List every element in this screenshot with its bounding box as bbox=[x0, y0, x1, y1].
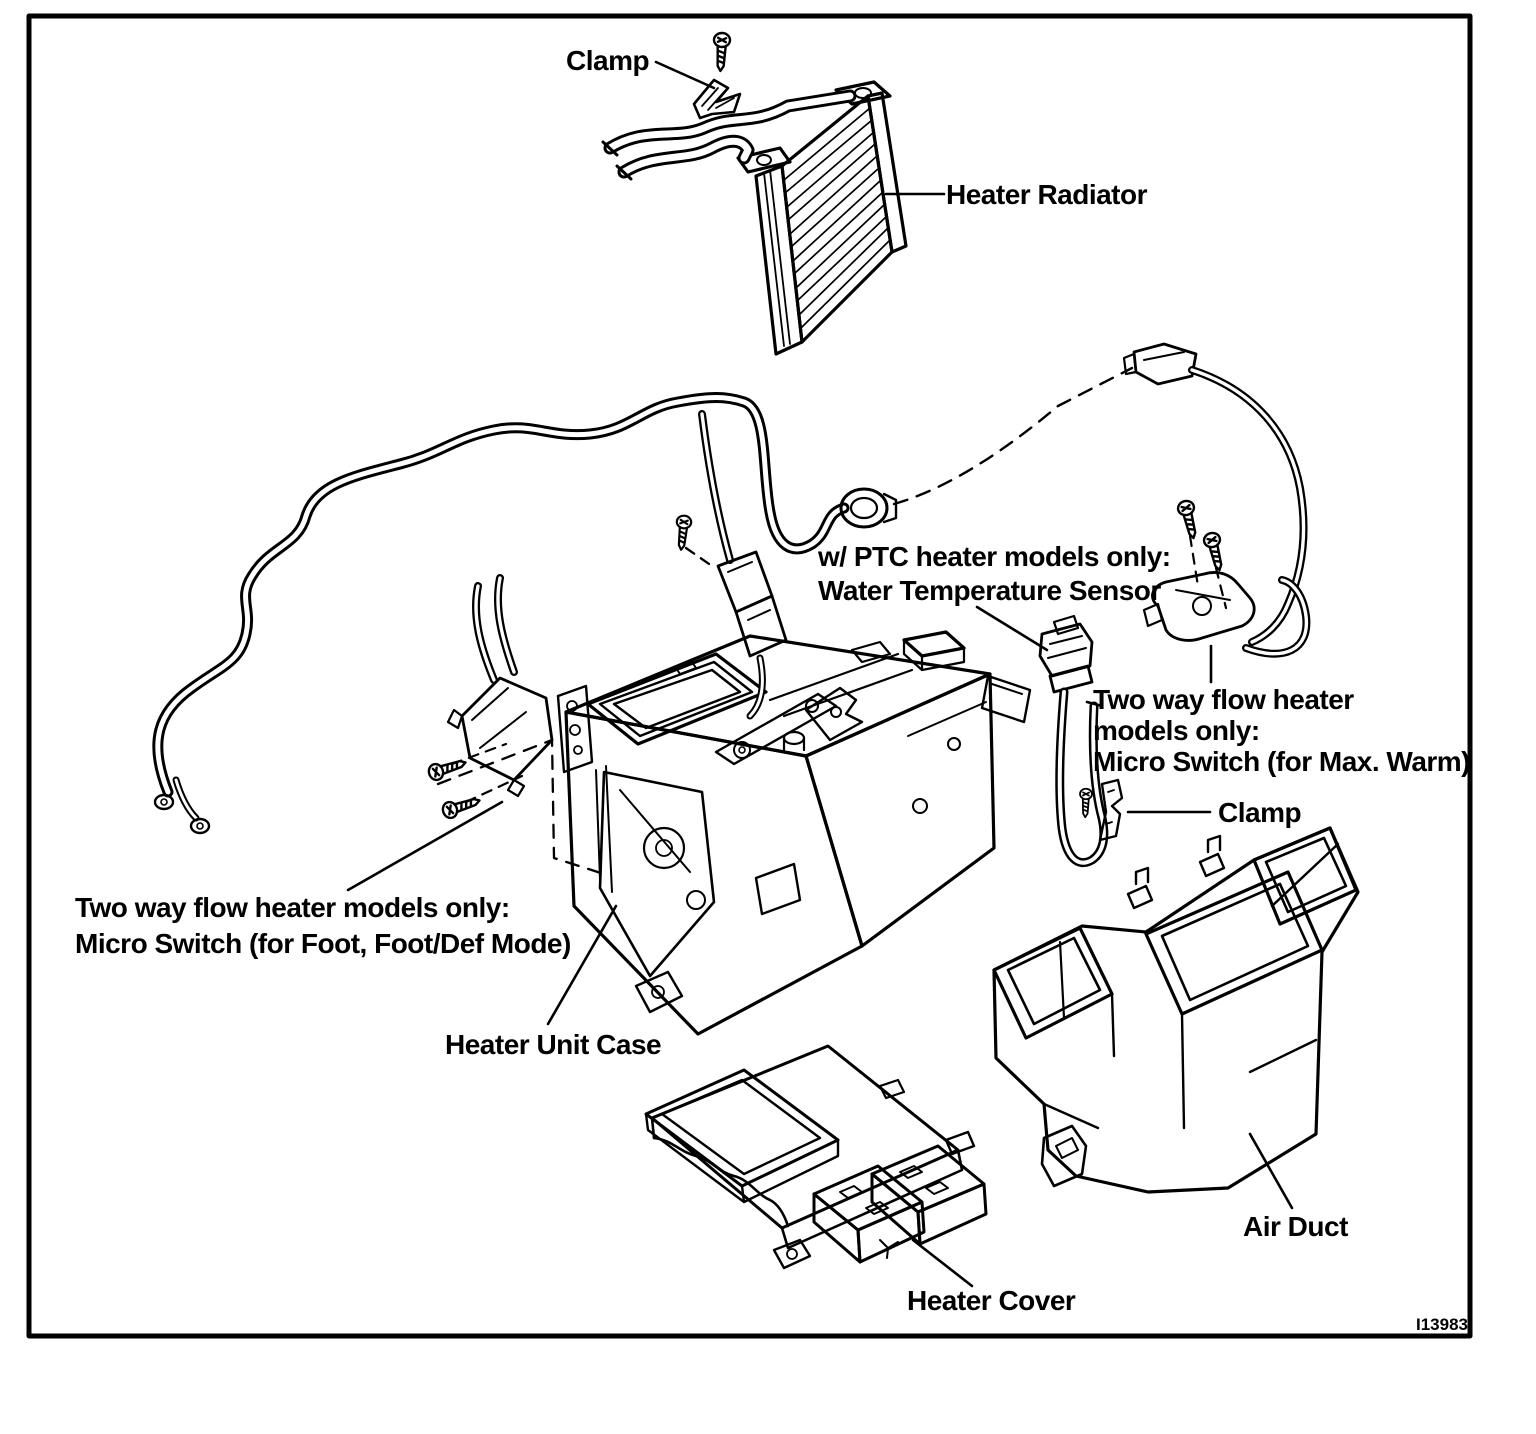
figure-code: I13983 bbox=[1416, 1315, 1468, 1334]
air-duct-drawing bbox=[994, 828, 1358, 1192]
label-air-duct: Air Duct bbox=[1243, 1211, 1348, 1242]
heater-unit-case-drawing bbox=[438, 632, 1030, 1034]
left-micro-switch-drawing bbox=[427, 578, 552, 820]
screw bbox=[1177, 499, 1202, 540]
label-line: w/ PTC heater models only: bbox=[818, 541, 1171, 572]
heater-radiator-drawing bbox=[738, 82, 906, 354]
label-foot-def-switch bbox=[75, 890, 571, 962]
label-clamp-top: Clamp bbox=[566, 45, 650, 76]
leader-water-temp-sensor bbox=[977, 607, 1047, 650]
label-line: Two way flow heater bbox=[1093, 684, 1354, 715]
label-line: Water Temperature Sensor bbox=[818, 575, 1161, 606]
frame-border bbox=[29, 16, 1470, 1336]
screw bbox=[1079, 789, 1092, 818]
heater-cover-drawing bbox=[646, 1046, 986, 1268]
radiator-pipes-drawing bbox=[603, 96, 850, 179]
leader-heater-cover bbox=[913, 1240, 972, 1286]
label-heater-unit-case: Heater Unit Case bbox=[445, 1029, 662, 1060]
top-clamp-drawing bbox=[694, 33, 740, 118]
label-line: models only: bbox=[1093, 715, 1260, 746]
label-heater-cover: Heater Cover bbox=[907, 1285, 1076, 1316]
screw bbox=[1203, 531, 1228, 572]
label-water-temp-sensor bbox=[818, 540, 1171, 608]
label-clamp-right: Clamp bbox=[1218, 797, 1302, 828]
screw bbox=[427, 755, 468, 782]
label-line: Micro Switch (for Foot, Foot/Def Mode) bbox=[75, 928, 571, 959]
screw bbox=[674, 515, 692, 551]
leader-foot-def-switch bbox=[348, 802, 502, 890]
label-heater-radiator: Heater Radiator bbox=[946, 179, 1148, 210]
screw bbox=[712, 33, 730, 72]
label-max-warm-switch bbox=[1093, 684, 1470, 777]
label-line: Micro Switch (for Max. Warm) bbox=[1093, 746, 1471, 777]
label-line: Two way flow heater models only: bbox=[75, 892, 510, 923]
leader-clamp-top bbox=[656, 62, 714, 88]
